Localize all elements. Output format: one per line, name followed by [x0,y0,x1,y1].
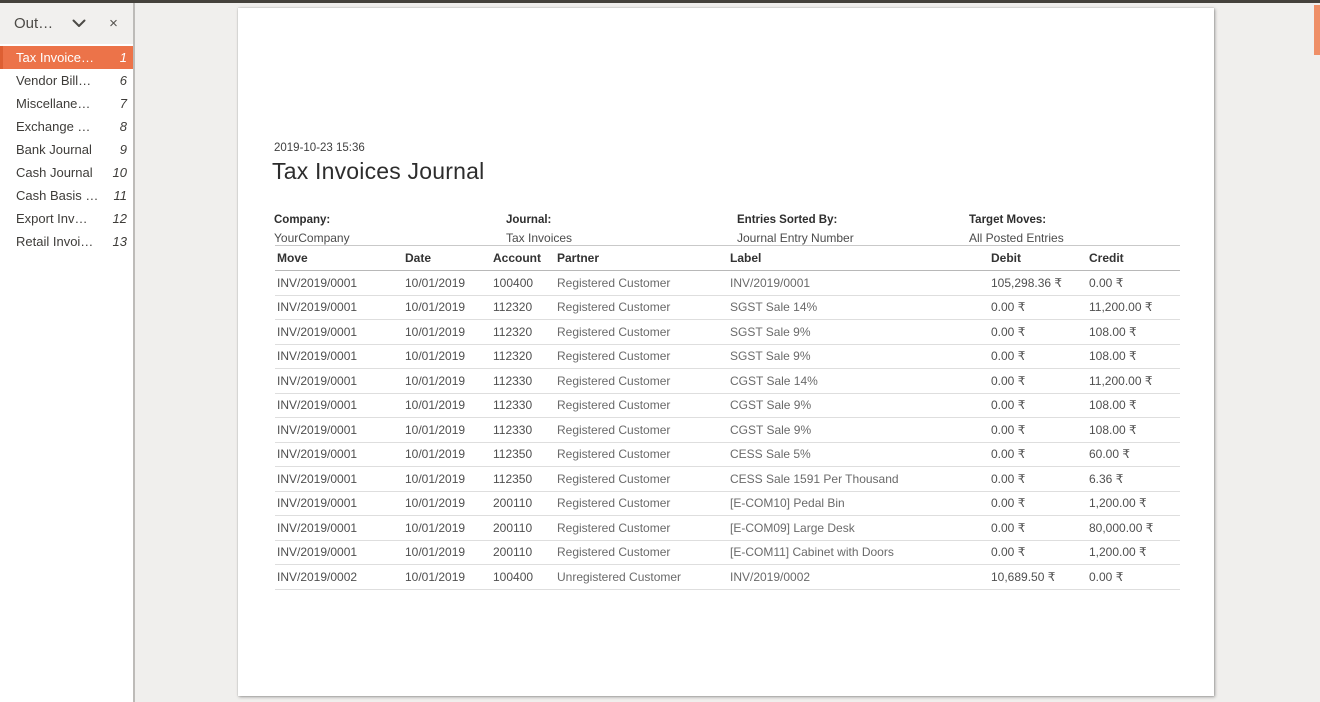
table-header-row [275,246,1180,271]
sidebar-title: Out… [14,15,54,32]
cell-move: INV/2019/0001 [275,491,403,516]
cell-credit: 0.00 ₹ [1087,565,1180,590]
outline-item[interactable] [0,184,133,207]
outline-sidebar [0,3,135,702]
table-row [275,467,1180,492]
cell-move: INV/2019/0001 [275,442,403,467]
outline-item-label: Tax Invoice… [16,50,95,65]
cell-label: CESS Sale 5% [728,442,989,467]
table-row [275,295,1180,320]
cell-credit: 0.00 ₹ [1087,271,1180,296]
outline-item-label: Retail Invoi… [16,234,94,249]
outline-item[interactable] [0,92,133,115]
cell-move: INV/2019/0002 [275,565,403,590]
cell-account: 112350 [491,467,555,492]
cell-date: 10/01/2019 [403,442,491,467]
cell-date: 10/01/2019 [403,369,491,394]
cell-account: 112320 [491,295,555,320]
report-meta-col [274,211,506,247]
cell-move: INV/2019/0001 [275,369,403,394]
cell-move: INV/2019/0001 [275,271,403,296]
outline-item-page-number: 13 [112,234,127,249]
cell-credit: 80,000.00 ₹ [1087,516,1180,541]
outline-item-page-number: 12 [112,211,127,226]
cell-move: INV/2019/0001 [275,540,403,565]
meta-label: Entries Sorted By: [737,214,838,226]
meta-value: All Posted Entries [969,231,1064,245]
outline-item[interactable] [0,69,133,92]
outline-item-page-number: 10 [112,165,127,180]
cell-credit: 11,200.00 ₹ [1087,369,1180,394]
cell-credit: 11,200.00 ₹ [1087,295,1180,320]
cell-partner: Unregistered Customer [555,565,728,590]
cell-label: CGST Sale 9% [728,393,989,418]
cell-account: 200110 [491,516,555,541]
cell-date: 10/01/2019 [403,540,491,565]
cell-debit: 10,689.50 ₹ [989,565,1087,590]
cell-credit: 60.00 ₹ [1087,442,1180,467]
document-canvas [137,3,1320,702]
outline-item-label: Bank Journal [16,142,92,157]
report-meta-col [737,211,969,247]
meta-value: YourCompany [274,231,350,245]
cell-label: CGST Sale 14% [728,369,989,394]
cell-label: CESS Sale 1591 Per Thousand [728,467,989,492]
report-meta-col [506,211,737,247]
cell-move: INV/2019/0001 [275,320,403,345]
column-header-debit: Debit [989,246,1087,271]
close-icon[interactable]: × [102,12,125,36]
cell-debit: 0.00 ₹ [989,516,1087,541]
column-header-move: Move [275,246,403,271]
cell-label: SGST Sale 14% [728,295,989,320]
cell-partner: Registered Customer [555,295,728,320]
report-meta-col [969,211,1179,247]
cell-label: SGST Sale 9% [728,320,989,345]
cell-account: 200110 [491,540,555,565]
outline-item-page-number: 1 [119,50,127,65]
table-row [275,565,1180,590]
journal-entries-table [275,245,1180,590]
cell-debit: 105,298.36 ₹ [989,271,1087,296]
outline-item[interactable] [0,230,133,253]
cell-label: [E-COM09] Large Desk [728,516,989,541]
outline-item-label: Miscellane… [16,96,91,111]
table-row [275,393,1180,418]
outline-item-page-number: 8 [119,119,127,134]
table-row [275,516,1180,541]
cell-account: 112330 [491,418,555,443]
report-timestamp: 2019-10-23 15:36 [274,142,365,154]
cell-date: 10/01/2019 [403,565,491,590]
cell-label: SGST Sale 9% [728,344,989,369]
cell-date: 10/01/2019 [403,344,491,369]
table-row [275,344,1180,369]
cell-partner: Registered Customer [555,467,728,492]
table-row [275,442,1180,467]
cell-credit: 108.00 ₹ [1087,344,1180,369]
outline-item[interactable] [0,207,133,230]
cell-debit: 0.00 ₹ [989,540,1087,565]
meta-label: Journal: [506,214,552,226]
cell-account: 112330 [491,393,555,418]
cell-date: 10/01/2019 [403,491,491,516]
cell-debit: 0.00 ₹ [989,369,1087,394]
cell-debit: 0.00 ₹ [989,295,1087,320]
column-header-account: Account [491,246,555,271]
cell-date: 10/01/2019 [403,320,491,345]
cell-partner: Registered Customer [555,369,728,394]
outline-item-label: Vendor Bill… [16,73,92,88]
outline-item-label: Export Inv… [16,211,88,226]
column-header-label: Label [728,246,989,271]
cell-credit: 108.00 ₹ [1087,320,1180,345]
cell-label: INV/2019/0001 [728,271,989,296]
meta-value: Tax Invoices [506,231,573,245]
outline-item-label: Exchange … [16,119,91,134]
column-header-credit: Credit [1087,246,1180,271]
column-header-partner: Partner [555,246,728,271]
meta-value: Journal Entry Number [737,231,854,245]
column-header-date: Date [403,246,491,271]
cell-date: 10/01/2019 [403,393,491,418]
cell-move: INV/2019/0001 [275,467,403,492]
cell-partner: Registered Customer [555,540,728,565]
cell-account: 112320 [491,320,555,345]
table-row [275,418,1180,443]
cell-move: INV/2019/0001 [275,418,403,443]
cell-account: 112320 [491,344,555,369]
cell-debit: 0.00 ₹ [989,320,1087,345]
cell-account: 200110 [491,491,555,516]
cell-date: 10/01/2019 [403,418,491,443]
vertical-scrollbar-thumb[interactable] [1314,5,1320,55]
cell-credit: 6.36 ₹ [1087,467,1180,492]
pdf-page [238,8,1214,696]
table-row [275,271,1180,296]
cell-move: INV/2019/0001 [275,516,403,541]
table-row [275,369,1180,394]
cell-credit: 108.00 ₹ [1087,418,1180,443]
outline-item-label: Cash Journal [16,165,93,180]
cell-label: [E-COM10] Pedal Bin [728,491,989,516]
outline-item-label: Cash Basis … [16,188,99,203]
cell-debit: 0.00 ₹ [989,467,1087,492]
cell-label: INV/2019/0002 [728,565,989,590]
table-row [275,491,1180,516]
cell-move: INV/2019/0001 [275,295,403,320]
cell-partner: Registered Customer [555,418,728,443]
cell-debit: 0.00 ₹ [989,491,1087,516]
cell-move: INV/2019/0001 [275,344,403,369]
cell-account: 100400 [491,271,555,296]
outline-item-page-number: 9 [119,142,127,157]
outline-item-page-number: 11 [113,188,127,203]
cell-partner: Registered Customer [555,393,728,418]
outline-item[interactable] [0,138,133,161]
outline-item-page-number: 7 [119,96,127,111]
cell-date: 10/01/2019 [403,295,491,320]
table-row [275,540,1180,565]
cell-date: 10/01/2019 [403,271,491,296]
outline-item[interactable] [0,115,133,138]
cell-debit: 0.00 ₹ [989,418,1087,443]
meta-label: Target Moves: [969,214,1047,226]
cell-account: 112330 [491,369,555,394]
window-top-border [0,0,1320,3]
cell-move: INV/2019/0001 [275,393,403,418]
report-title: Tax Invoices Journal [272,158,485,184]
cell-debit: 0.00 ₹ [989,442,1087,467]
cell-partner: Registered Customer [555,271,728,296]
cell-label: [E-COM11] Cabinet with Doors [728,540,989,565]
cell-partner: Registered Customer [555,491,728,516]
cell-label: CGST Sale 9% [728,418,989,443]
cell-debit: 0.00 ₹ [989,393,1087,418]
chevron-down-icon [72,19,86,28]
cell-partner: Registered Customer [555,320,728,345]
cell-credit: 108.00 ₹ [1087,393,1180,418]
outline-item[interactable] [0,161,133,184]
meta-label: Company: [274,214,331,226]
chevron-down-icon[interactable] [67,12,90,36]
cell-partner: Registered Customer [555,344,728,369]
cell-partner: Registered Customer [555,442,728,467]
cell-date: 10/01/2019 [403,467,491,492]
cell-account: 112350 [491,442,555,467]
cell-account: 100400 [491,565,555,590]
outline-item-page-number: 6 [119,73,127,88]
table-row [275,320,1180,345]
cell-partner: Registered Customer [555,516,728,541]
outline-list [0,46,133,253]
cell-credit: 1,200.00 ₹ [1087,540,1180,565]
cell-debit: 0.00 ₹ [989,344,1087,369]
cell-date: 10/01/2019 [403,516,491,541]
sidebar-header [0,3,133,44]
cell-credit: 1,200.00 ₹ [1087,491,1180,516]
report-meta-row [274,211,1179,247]
outline-item[interactable] [0,46,133,69]
